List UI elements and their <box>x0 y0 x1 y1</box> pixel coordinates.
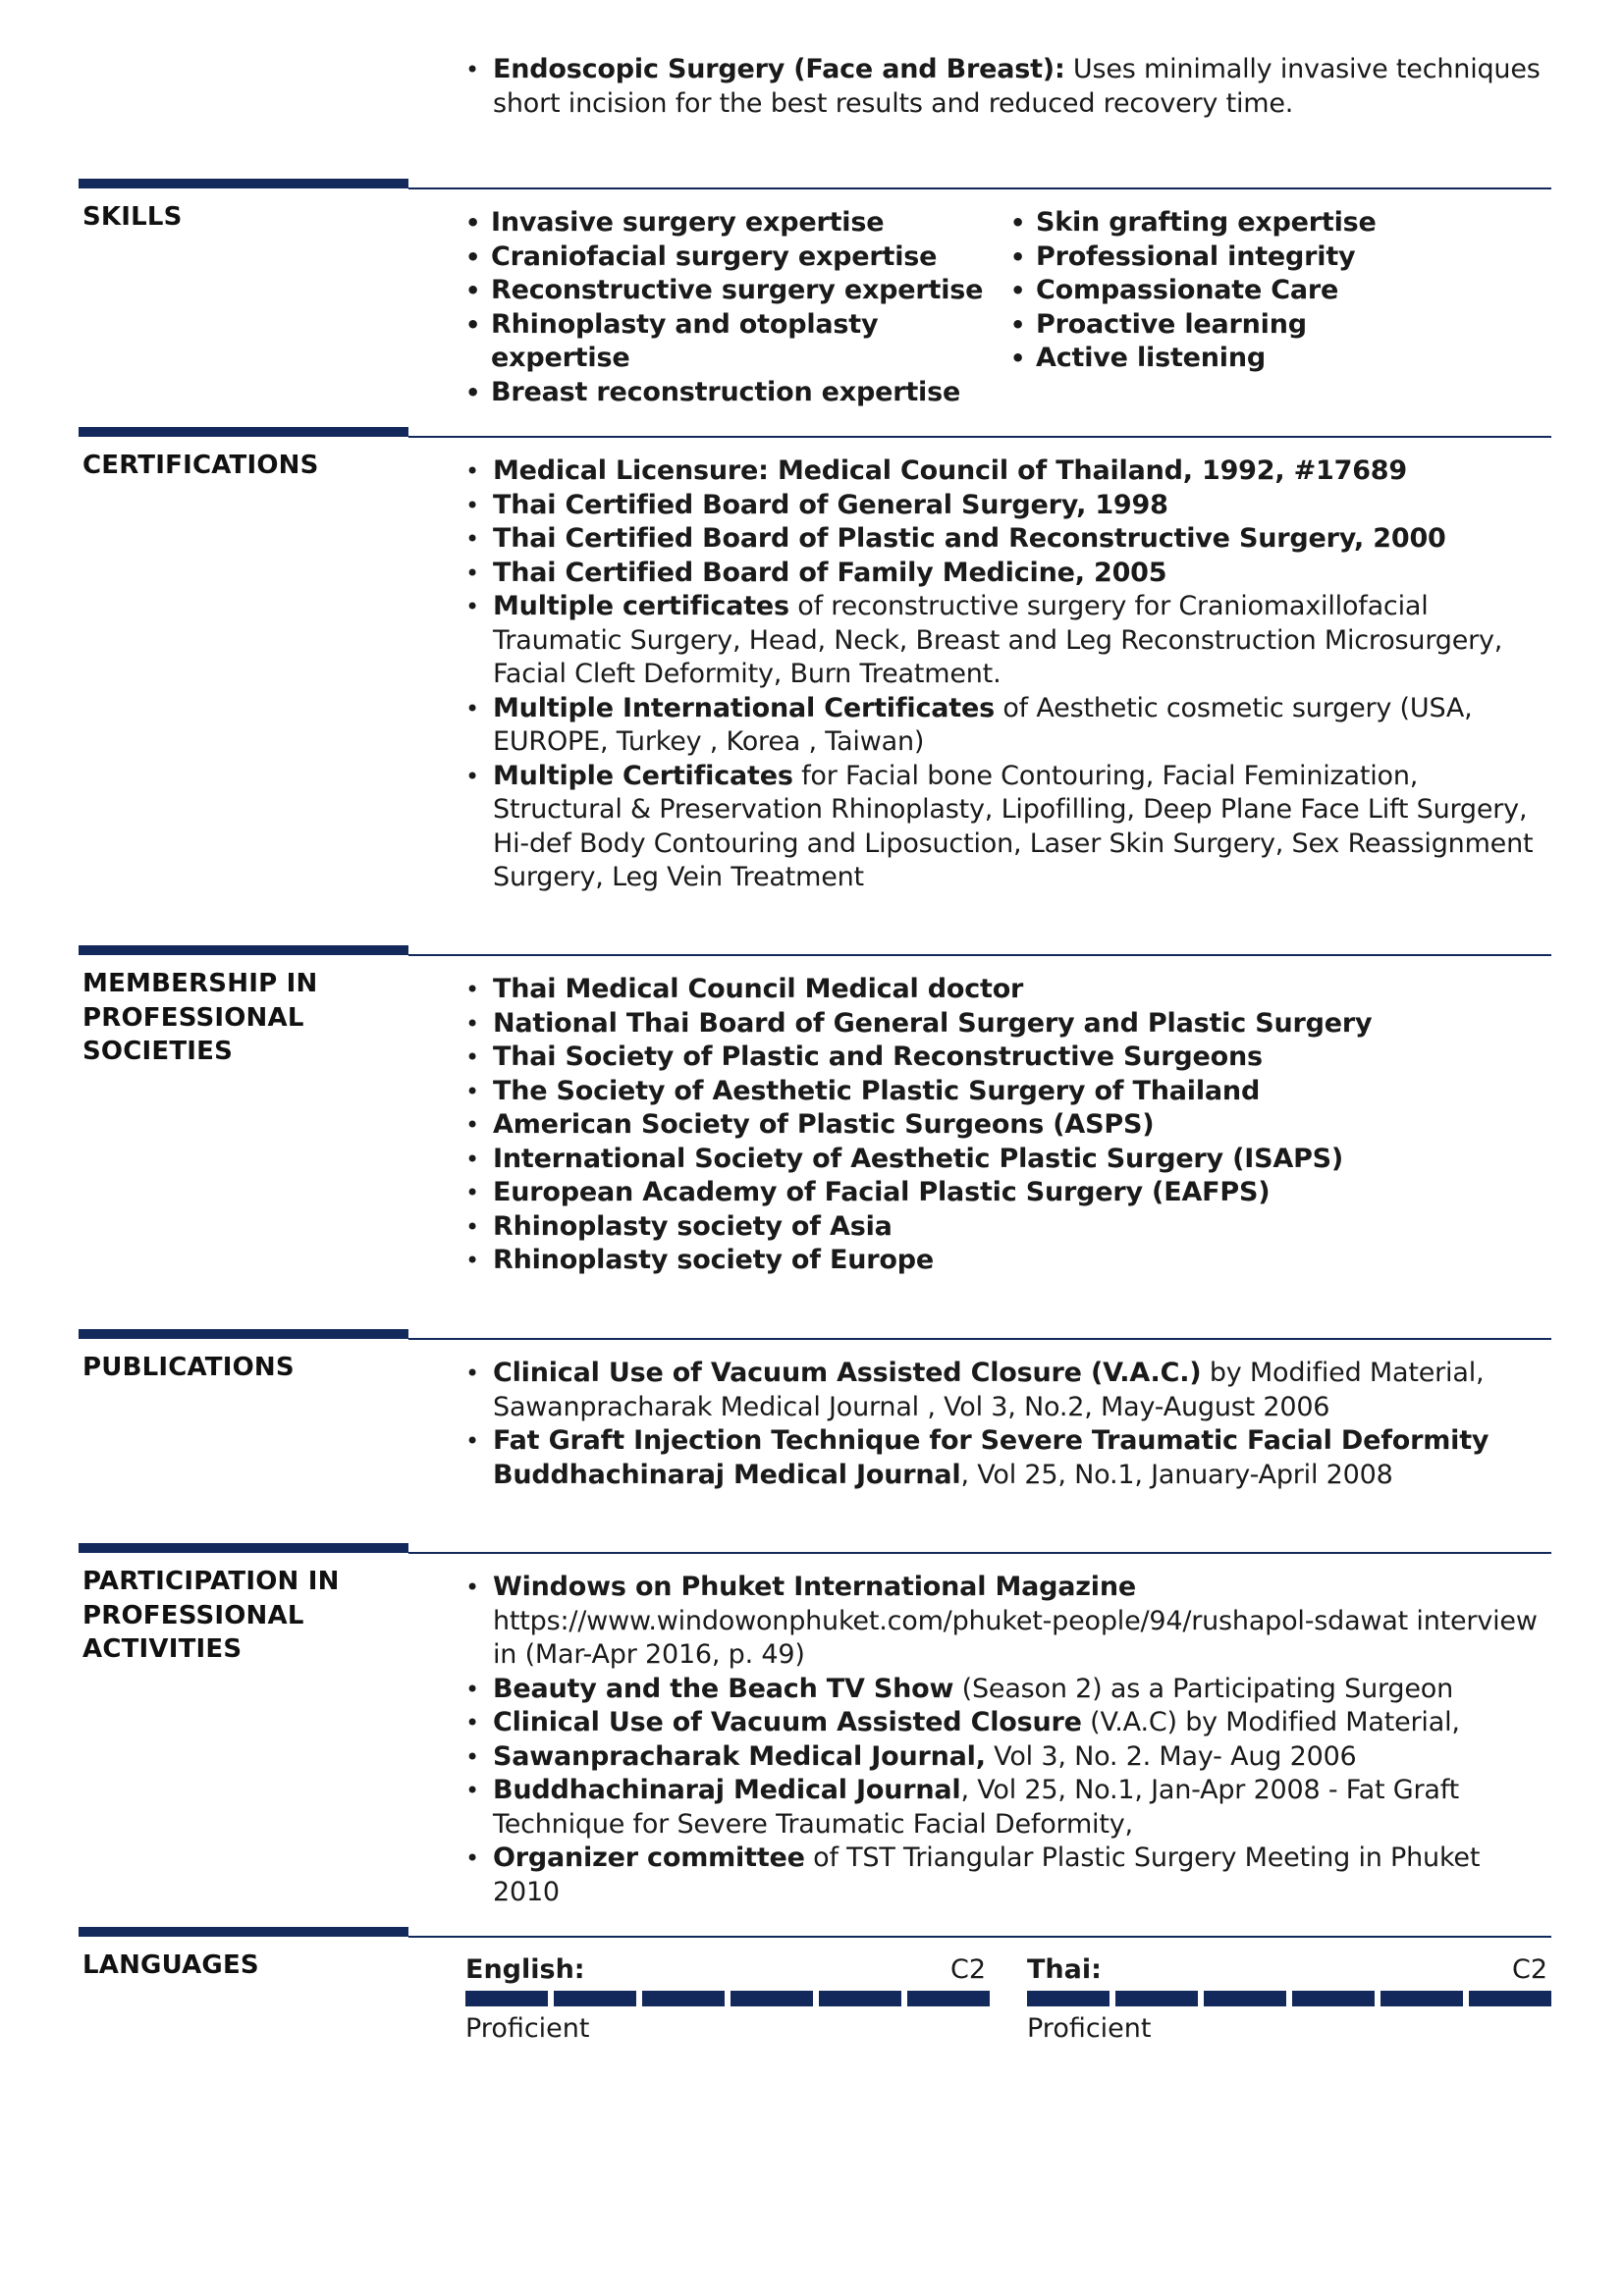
item-bold: Sawanpracharak Medical Journal, <box>493 1740 986 1772</box>
item-bold: European Academy of Facial Plastic Surgery (EAFPS) <box>493 1177 1271 1207</box>
item-bold: The Society of Aesthetic Plastic Surgery of Thailand <box>493 1075 1261 1106</box>
list-item <box>461 1706 1551 1740</box>
level-segment <box>1115 1991 1198 2006</box>
level-segment <box>907 1991 990 2006</box>
item-bold: Multiple Certificates <box>493 760 793 791</box>
item-bold: Multiple International Certificates <box>493 692 995 723</box>
item-bold: International Society of Aesthetic Plastic Surgery (ISAPS) <box>493 1143 1344 1174</box>
item-bold: Fat Graft Injection Technique for Severe Traumatic Facial Deformity Buddhachinaraj Medical Journal <box>493 1425 1489 1490</box>
list-item <box>461 1041 1551 1075</box>
list-item <box>461 522 1551 557</box>
list-item <box>461 1357 1551 1424</box>
item-text: (Season 2) as a Participating Surgeon <box>953 1673 1453 1704</box>
list-item <box>461 1571 1551 1673</box>
languages-body <box>465 1953 1551 2046</box>
level-segment <box>1027 1991 1110 2006</box>
skills-body <box>461 206 1551 409</box>
item-text: (V.A.C) by Modified Material, <box>1081 1707 1460 1737</box>
item-text: by Modified Material, Sawanpracharak Medical Journal , Vol 3, No.2, May-August 2006 <box>493 1358 1485 1422</box>
section-rule-thick <box>79 945 408 955</box>
section-rule-thick <box>79 179 408 188</box>
item-bold: National Thai Board of General Surgery and Plastic Surgery <box>493 1007 1373 1039</box>
section-rule-thin <box>408 436 1551 438</box>
section-rule-thin <box>408 954 1551 956</box>
section-title: CERTIFICATIONS <box>82 451 319 480</box>
section-title: LANGUAGES <box>82 1950 259 1980</box>
language-name: English: <box>465 1954 585 1985</box>
item-text: of TST Triangular Plastic Surgery Meeting in Phuket 2010 <box>493 1842 1481 1907</box>
item-bold: Rhinoplasty society of Asia <box>493 1210 893 1242</box>
list-item <box>461 1007 1551 1041</box>
list-item <box>461 1842 1551 1909</box>
language-thai <box>1027 1953 1551 2046</box>
section-rule-thin <box>408 187 1551 189</box>
section-rule-thick <box>79 427 408 437</box>
intro-list <box>461 53 1551 121</box>
language-level: C2 <box>949 1954 986 1985</box>
list-item <box>461 590 1551 692</box>
list-item <box>461 489 1551 523</box>
list-item <box>461 760 1551 895</box>
skill-item: • Reconstructive surgery expertise <box>461 274 1006 308</box>
section-rule-thick <box>79 1329 408 1339</box>
language-english <box>465 1953 990 2046</box>
section-title: PUBLICATIONS <box>82 1353 295 1382</box>
level-segment <box>819 1991 901 2006</box>
item-text: of reconstructive surgery for Craniomaxillofacial Traumatic Surgery, Head, Neck, Breast and Leg Reconstruction Microsurgery, Facial Cleft Deformity, Burn Treatment. <box>493 591 1503 689</box>
language-level-bar <box>465 1991 990 2006</box>
section-title-line: PROFESSIONAL <box>82 1600 304 1630</box>
skill-item: • Breast reconstruction expertise <box>461 376 1006 410</box>
section-title <box>82 1565 416 1667</box>
level-segment <box>1292 1991 1375 2006</box>
section-rule-thin <box>408 1552 1551 1554</box>
item-text: of Aesthetic cosmetic surgery (USA, EUROPE, Turkey , Korea , Taiwan) <box>493 692 1473 757</box>
level-segment <box>1469 1991 1551 2006</box>
list-item <box>461 1075 1551 1109</box>
item-text: , Vol 25, No.1, Jan-Apr 2008 - Fat Graft Technique for Severe Traumatic Facial Deformity, <box>493 1775 1459 1840</box>
list-item <box>461 973 1551 1007</box>
skills-column-right <box>1006 206 1551 409</box>
level-segment <box>1204 1991 1286 2006</box>
level-segment <box>642 1991 725 2006</box>
list-item <box>461 557 1551 591</box>
list-item <box>461 454 1551 489</box>
item-bold: Thai Society of Plastic and Reconstructive Surgeons <box>493 1041 1263 1072</box>
publications-body <box>461 1357 1551 1492</box>
certifications-body <box>461 454 1551 895</box>
section-rule-thin <box>408 1338 1551 1340</box>
item-text: for Facial bone Contouring, Facial Feminization, Structural & Preservation Rhinoplasty, Lipofilling, Deep Plane Face Lift Surgery, Hi-def Body Contouring and Liposuction, Laser Skin Surgery, Sex Reassignment Surgery, Leg Vein Treatment <box>493 760 1534 892</box>
item-bold: Clinical Use of Vacuum Assisted Closure <box>493 1707 1082 1737</box>
skill-item: • Craniofacial surgery expertise <box>461 240 1006 275</box>
item-bold: Organizer committee <box>493 1842 805 1873</box>
item-bold: American Society of Plastic Surgeons (ASPS) <box>493 1109 1155 1140</box>
language-level: C2 <box>1511 1954 1547 1985</box>
item-text: Uses minimally invasive techniques short incision for the best results and reduced recovery time. <box>493 54 1541 119</box>
language-proficiency: Proficient <box>465 2013 590 2044</box>
item-bold: Buddhachinaraj Medical Journal <box>493 1775 961 1805</box>
language-name: Thai: <box>1027 1954 1102 1985</box>
item-bold: Multiple certificates <box>493 591 789 621</box>
list-item <box>461 1143 1551 1177</box>
level-segment <box>731 1991 813 2006</box>
section-title-line: MEMBERSHIP IN <box>82 969 318 998</box>
section-title: SKILLS <box>82 202 183 232</box>
list-item <box>461 1244 1551 1278</box>
item-bold: Clinical Use of Vacuum Assisted Closure (V.A.C.) <box>493 1358 1202 1388</box>
skill-item: • Compassionate Care <box>1006 274 1551 308</box>
list-item <box>461 1176 1551 1210</box>
item-bold: Endoscopic Surgery (Face and Breast): <box>493 54 1065 84</box>
skill-item: • Proactive learning <box>1006 308 1551 343</box>
skill-item: • Invasive surgery expertise <box>461 206 1006 240</box>
list-item <box>461 1210 1551 1245</box>
item-bold: Thai Certified Board of Plastic and Reconstructive Surgery, 2000 <box>493 523 1446 554</box>
item-bold: Thai Certified Board of Family Medicine, 2005 <box>493 557 1167 588</box>
item-bold: Windows on Phuket International Magazine <box>493 1572 1136 1602</box>
membership-body <box>461 973 1551 1278</box>
section-title-line: ACTIVITIES <box>82 1634 243 1664</box>
item-bold: Thai Certified Board of General Surgery, 1998 <box>493 489 1168 520</box>
list-item <box>461 1424 1551 1492</box>
skill-item: • Rhinoplasty and otoplasty expertise <box>461 308 1006 376</box>
language-proficiency: Proficient <box>1027 2013 1152 2044</box>
skill-item: • Professional integrity <box>1006 240 1551 275</box>
section-rule-thick <box>79 1927 408 1937</box>
section-rule-thick <box>79 1543 408 1553</box>
section-title <box>82 967 416 1069</box>
section-title-line: PARTICIPATION IN <box>82 1567 340 1596</box>
skill-item: • Active listening <box>1006 342 1551 376</box>
list-item <box>461 692 1551 760</box>
item-bold: Thai Medical Council Medical doctor <box>493 974 1024 1004</box>
participation-body <box>461 1571 1551 1909</box>
list-item <box>461 1740 1551 1775</box>
item-text: Vol 3, No. 2. May- Aug 2006 <box>985 1740 1357 1772</box>
list-item <box>461 1108 1551 1143</box>
level-segment <box>1380 1991 1463 2006</box>
language-level-bar <box>1027 1991 1551 2006</box>
item-bold: Beauty and the Beach TV Show <box>493 1673 954 1704</box>
level-segment <box>554 1991 636 2006</box>
list-item <box>461 1673 1551 1707</box>
section-title-line: PROFESSIONAL SOCIETIES <box>82 1002 304 1066</box>
item-bold: Rhinoplasty society of Europe <box>493 1245 934 1275</box>
skills-column-left <box>461 206 1006 409</box>
level-segment <box>465 1991 548 2006</box>
item-text: , Vol 25, No.1, January-April 2008 <box>960 1459 1393 1490</box>
list-item <box>461 1774 1551 1842</box>
item-text: https://www.windowonphuket.com/phuket-people/94/rushapol-sdawat interview in (Mar-Apr 2016, p. 49) <box>493 1605 1538 1670</box>
skill-item: • Skin grafting expertise <box>1006 206 1551 240</box>
section-rule-thin <box>408 1936 1551 1938</box>
item-bold: Medical Licensure: Medical Council of Thailand, 1992, #17689 <box>493 455 1407 486</box>
list-item <box>461 53 1551 121</box>
